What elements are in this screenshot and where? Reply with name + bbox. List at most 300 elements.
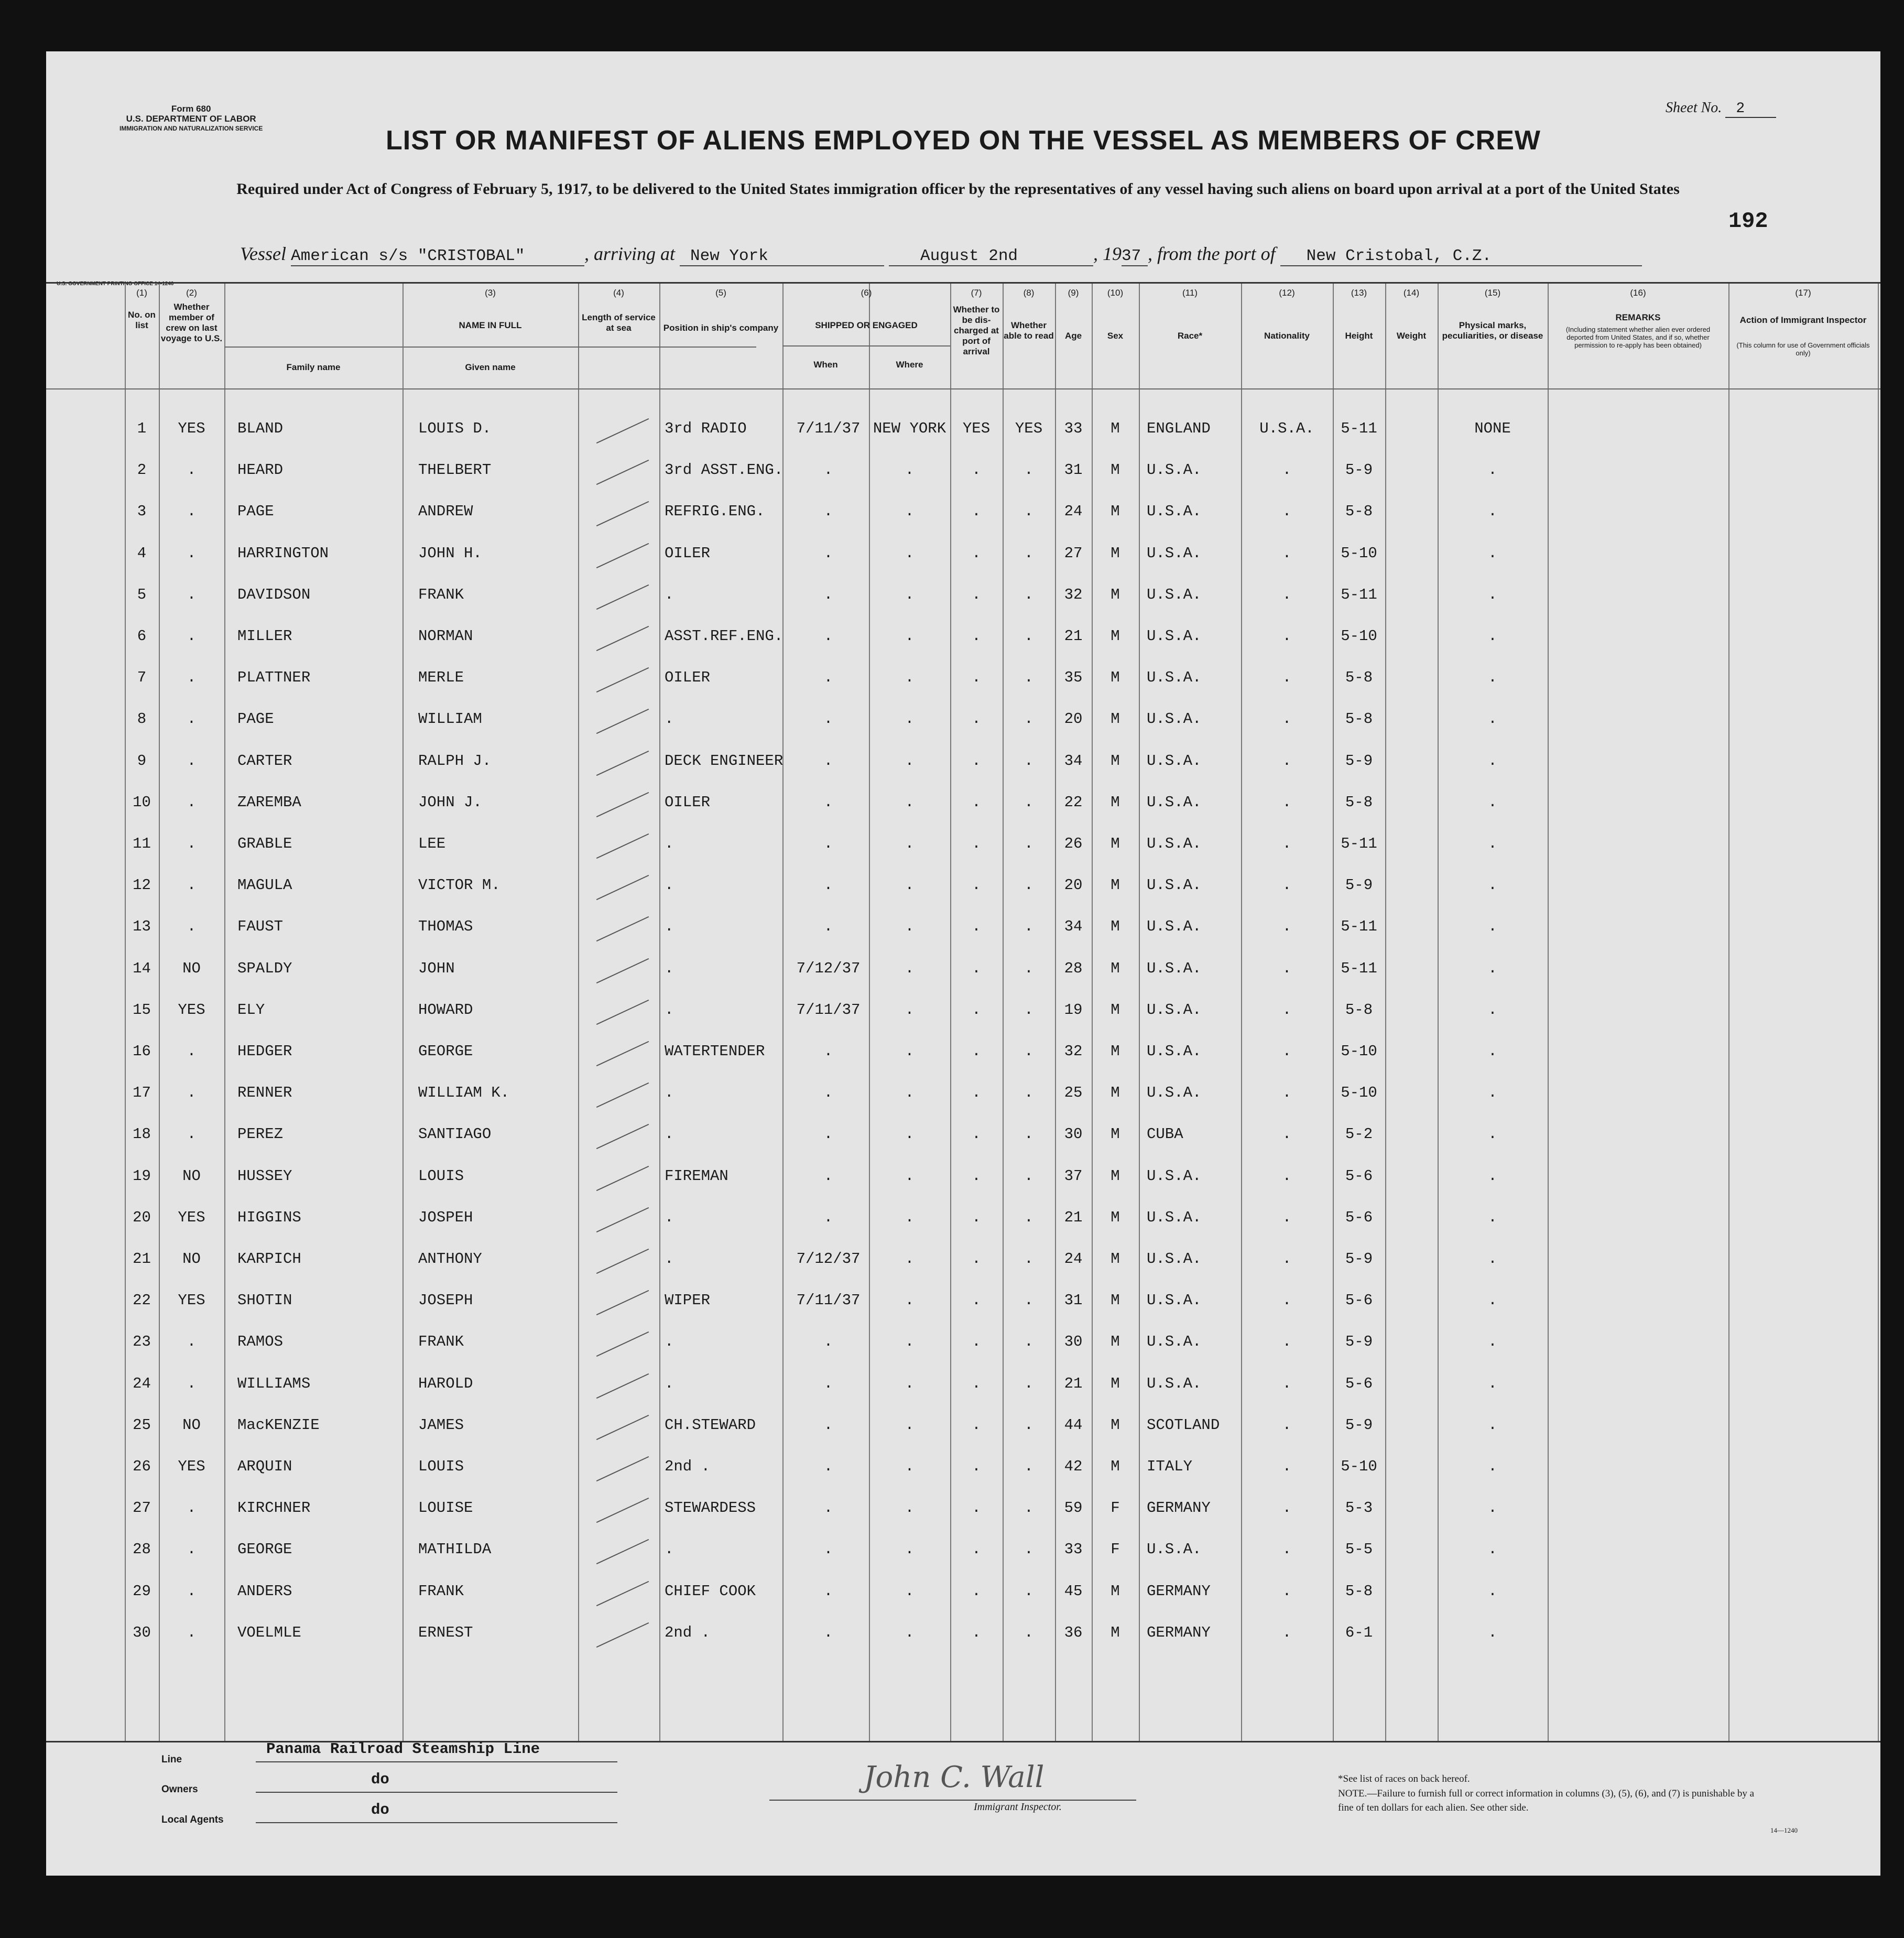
cell-family: GRABLE xyxy=(237,835,292,852)
cell-where: . xyxy=(905,876,915,894)
cell-marks: . xyxy=(1488,669,1497,687)
cell-race: ITALY xyxy=(1147,1458,1193,1475)
agents-value: do xyxy=(371,1801,389,1818)
cell-position: OILER xyxy=(665,544,711,562)
cell-family: RENNER xyxy=(237,1084,292,1102)
cell-prev: . xyxy=(187,669,197,687)
header-name-in-full: NAME IN FULL xyxy=(459,320,522,330)
cell-read: . xyxy=(1024,710,1033,728)
races-note: *See list of races on back hereof. xyxy=(1338,1773,1470,1784)
cell-prev: . xyxy=(187,627,197,645)
cell-no: 28 xyxy=(133,1541,151,1558)
penalty-note: NOTE.—Failure to furnish full or correct information in columns (3), (5), (6), and (7) is punishable by a fine of ten dollars for each alien. See other side. xyxy=(1338,1788,1755,1813)
cell-sex: M xyxy=(1111,461,1120,479)
cell-marks: . xyxy=(1488,1167,1497,1185)
cell-when: . xyxy=(823,1043,833,1060)
cell-age: 25 xyxy=(1064,1084,1083,1102)
cell-nat: . xyxy=(1282,669,1292,687)
vessel-label: Vessel xyxy=(240,243,286,264)
cell-prev: . xyxy=(187,710,197,728)
cell-read: . xyxy=(1024,1582,1033,1600)
cell-sex: M xyxy=(1111,544,1120,562)
cell-family: GEORGE xyxy=(237,1541,292,1558)
cell-where: . xyxy=(905,1001,915,1019)
cell-where: . xyxy=(905,1250,915,1268)
cell-no: 4 xyxy=(137,544,147,562)
cell-given: VICTOR M. xyxy=(418,876,501,894)
cell-age: 24 xyxy=(1064,1250,1083,1268)
cell-sex: M xyxy=(1111,1125,1120,1143)
service-check-mark xyxy=(596,1539,649,1564)
cell-disch: . xyxy=(972,876,981,894)
column-number: (17) xyxy=(1795,288,1811,298)
table-row xyxy=(46,1043,1880,1084)
cell-disch: . xyxy=(972,1541,981,1558)
cell-family: KIRCHNER xyxy=(237,1499,311,1517)
service-check-mark xyxy=(596,833,649,859)
cell-read: . xyxy=(1024,461,1033,479)
cell-age: 20 xyxy=(1064,710,1083,728)
cell-race: GERMANY xyxy=(1147,1499,1211,1517)
cell-nat: . xyxy=(1282,1416,1292,1434)
cell-age: 32 xyxy=(1064,586,1083,603)
cell-marks: . xyxy=(1488,1541,1497,1558)
cell-prev: . xyxy=(187,1582,197,1600)
cell-prev: NO xyxy=(182,1416,201,1434)
cell-marks: NONE xyxy=(1474,420,1511,437)
cell-marks: . xyxy=(1488,710,1497,728)
cell-nat: . xyxy=(1282,1043,1292,1060)
manifest-table xyxy=(46,282,1880,1742)
cell-read: . xyxy=(1024,835,1033,852)
cell-prev: YES xyxy=(178,420,205,437)
cell-when: . xyxy=(823,1458,833,1475)
service-check-mark xyxy=(596,543,649,568)
cell-where: . xyxy=(905,1623,915,1641)
cell-race: U.S.A. xyxy=(1147,1541,1202,1558)
cell-race: ENGLAND xyxy=(1147,420,1211,437)
cell-position: CH.STEWARD xyxy=(665,1416,756,1434)
cell-read: . xyxy=(1024,1416,1033,1434)
cell-disch: . xyxy=(972,461,981,479)
sheet-number xyxy=(1666,100,1776,117)
cell-read: . xyxy=(1024,959,1033,977)
cell-prev: . xyxy=(187,1084,197,1102)
cell-race: U.S.A. xyxy=(1147,627,1202,645)
cell-given: JOHN J. xyxy=(418,793,482,811)
departure-port: New Cristobal, C.Z. xyxy=(1280,247,1642,266)
cell-read: YES xyxy=(1015,420,1043,437)
cell-age: 36 xyxy=(1064,1623,1083,1641)
header-discharged: Whether to be dis-charged at port of arrival xyxy=(953,305,1000,356)
table-row xyxy=(46,1125,1880,1166)
cell-family: BLAND xyxy=(237,420,284,437)
cell-age: 21 xyxy=(1064,627,1083,645)
cell-height: 5-9 xyxy=(1345,461,1373,479)
cell-no: 19 xyxy=(133,1167,151,1185)
table-row xyxy=(46,503,1880,544)
cell-position: . xyxy=(665,1208,674,1226)
cell-when: . xyxy=(823,1125,833,1143)
cell-age: 30 xyxy=(1064,1125,1083,1143)
cell-family: PAGE xyxy=(237,503,274,521)
cell-where: . xyxy=(905,1416,915,1434)
cell-nat: . xyxy=(1282,1167,1292,1185)
header-race: Race* xyxy=(1177,331,1203,341)
cell-no: 17 xyxy=(133,1084,151,1102)
cell-where: . xyxy=(905,959,915,977)
cell-read: . xyxy=(1024,669,1033,687)
table-row xyxy=(46,1209,1880,1250)
cell-age: 42 xyxy=(1064,1458,1083,1475)
cell-nat: . xyxy=(1282,959,1292,977)
table-row xyxy=(46,1167,1880,1208)
cell-no: 27 xyxy=(133,1499,151,1517)
cell-family: MacKENZIE xyxy=(237,1416,320,1434)
cell-position: 2nd . xyxy=(665,1623,711,1641)
service-check-mark xyxy=(596,792,649,817)
cell-read: . xyxy=(1024,627,1033,645)
cell-prev: NO xyxy=(182,959,201,977)
cell-race: U.S.A. xyxy=(1147,1208,1202,1226)
table-row xyxy=(46,918,1880,959)
cell-sex: M xyxy=(1111,627,1120,645)
cell-height: 5-9 xyxy=(1345,876,1373,894)
header-remarks: REMARKS xyxy=(1615,312,1661,322)
cell-no: 5 xyxy=(137,586,147,603)
table-row xyxy=(46,835,1880,876)
service-check-mark xyxy=(596,1498,649,1523)
cell-prev: . xyxy=(187,1499,197,1517)
cell-height: 5-8 xyxy=(1345,1582,1373,1600)
cell-where: . xyxy=(905,1084,915,1102)
cell-age: 44 xyxy=(1064,1416,1083,1434)
cell-when: . xyxy=(823,586,833,603)
cell-marks: . xyxy=(1488,793,1497,811)
service-check-mark xyxy=(596,460,649,485)
table-row xyxy=(46,1416,1880,1457)
cell-given: NORMAN xyxy=(418,627,473,645)
cell-marks: . xyxy=(1488,627,1497,645)
service-check-mark xyxy=(596,1580,649,1606)
cell-sex: M xyxy=(1111,1250,1120,1268)
cell-disch: . xyxy=(972,959,981,977)
cell-position: . xyxy=(665,1001,674,1019)
cell-prev: . xyxy=(187,835,197,852)
cell-read: . xyxy=(1024,1125,1033,1143)
cell-position: CHIEF COOK xyxy=(665,1582,756,1600)
cell-family: ANDERS xyxy=(237,1582,292,1600)
cell-where: . xyxy=(905,1043,915,1060)
header-able-to-read: Whether able to read xyxy=(1004,320,1054,341)
cell-position: . xyxy=(665,586,674,603)
cell-prev: . xyxy=(187,586,197,603)
service-check-mark xyxy=(596,584,649,610)
cell-position: . xyxy=(665,710,674,728)
cell-given: JOSEPH xyxy=(418,1292,473,1309)
column-number: (1) xyxy=(136,288,147,298)
cell-when: . xyxy=(823,752,833,770)
cell-age: 27 xyxy=(1064,544,1083,562)
column-number: (4) xyxy=(613,288,624,298)
header-remarks-note: (Including statement whether alien ever ordered deported from United States, and if so, whether permission to re-apply has been obtained) xyxy=(1565,326,1711,349)
cell-where: . xyxy=(905,1292,915,1309)
cell-where: . xyxy=(905,1208,915,1226)
service-check-mark xyxy=(596,1622,649,1648)
service-check-mark xyxy=(596,1331,649,1357)
cell-marks: . xyxy=(1488,1374,1497,1392)
cell-family: DAVIDSON xyxy=(237,586,311,603)
cell-sex: M xyxy=(1111,1333,1120,1351)
cell-family: PAGE xyxy=(237,710,274,728)
service-check-mark xyxy=(596,626,649,651)
cell-when: . xyxy=(823,503,833,521)
cell-race: U.S.A. xyxy=(1147,1333,1202,1351)
cell-race: U.S.A. xyxy=(1147,1043,1202,1060)
cell-where: . xyxy=(905,1458,915,1475)
cell-disch: . xyxy=(972,835,981,852)
cell-no: 3 xyxy=(137,503,147,521)
cell-age: 33 xyxy=(1064,1541,1083,1558)
cell-height: 5-6 xyxy=(1345,1208,1373,1226)
cell-no: 11 xyxy=(133,835,151,852)
column-number: (10) xyxy=(1107,288,1124,298)
cell-age: 22 xyxy=(1064,793,1083,811)
cell-nat: . xyxy=(1282,1333,1292,1351)
cell-given: MERLE xyxy=(418,669,464,687)
cell-disch: . xyxy=(972,918,981,936)
cell-marks: . xyxy=(1488,876,1497,894)
cell-marks: . xyxy=(1488,461,1497,479)
cell-given: MATHILDA xyxy=(418,1541,492,1558)
service-check-mark xyxy=(596,1290,649,1315)
table-row xyxy=(46,1375,1880,1416)
cell-read: . xyxy=(1024,1374,1033,1392)
cell-no: 15 xyxy=(133,1001,151,1019)
cell-age: 31 xyxy=(1064,1292,1083,1309)
cell-sex: F xyxy=(1111,1499,1120,1517)
cell-read: . xyxy=(1024,586,1033,603)
cell-race: U.S.A. xyxy=(1147,710,1202,728)
cell-age: 21 xyxy=(1064,1208,1083,1226)
cell-race: U.S.A. xyxy=(1147,876,1202,894)
cell-sex: M xyxy=(1111,669,1120,687)
cell-age: 34 xyxy=(1064,918,1083,936)
table-row xyxy=(46,669,1880,710)
column-number: (7) xyxy=(971,288,982,298)
cell-position: WATERTENDER xyxy=(665,1043,765,1060)
header-height: Height xyxy=(1345,331,1373,341)
header-age: Age xyxy=(1064,331,1082,341)
cell-given: JOHN xyxy=(418,959,455,977)
cell-sex: M xyxy=(1111,1292,1120,1309)
cell-disch: . xyxy=(972,1084,981,1102)
cell-race: SCOTLAND xyxy=(1147,1416,1220,1434)
cell-height: 5-10 xyxy=(1341,1084,1377,1102)
service-check-mark xyxy=(596,916,649,941)
cell-family: FAUST xyxy=(237,918,284,936)
cell-given: JOSPEH xyxy=(418,1208,473,1226)
cell-read: . xyxy=(1024,1208,1033,1226)
column-number: (15) xyxy=(1484,288,1501,298)
service-check-mark xyxy=(596,1249,649,1274)
table-row xyxy=(46,545,1880,586)
table-row xyxy=(46,1458,1880,1499)
cell-where: . xyxy=(905,1374,915,1392)
cell-age: 30 xyxy=(1064,1333,1083,1351)
cell-where: . xyxy=(905,544,915,562)
arriving-label: , arriving at xyxy=(584,243,675,264)
cell-sex: M xyxy=(1111,1167,1120,1185)
cell-sex: M xyxy=(1111,1416,1120,1434)
cell-nat: . xyxy=(1282,876,1292,894)
cell-prev: . xyxy=(187,1374,197,1392)
cell-sex: M xyxy=(1111,1001,1120,1019)
cell-when: . xyxy=(823,835,833,852)
cell-where: . xyxy=(905,1541,915,1558)
cell-disch: . xyxy=(972,503,981,521)
service-check-mark xyxy=(596,750,649,775)
cell-height: 5-11 xyxy=(1341,959,1377,977)
column-number: (3) xyxy=(485,288,496,298)
cell-read: . xyxy=(1024,752,1033,770)
cell-marks: . xyxy=(1488,503,1497,521)
cell-when: . xyxy=(823,1623,833,1641)
cell-position: OILER xyxy=(665,669,711,687)
cell-height: 5-9 xyxy=(1345,1416,1373,1434)
cell-age: 31 xyxy=(1064,461,1083,479)
cell-prev: . xyxy=(187,544,197,562)
service-check-mark xyxy=(596,1373,649,1398)
cell-no: 20 xyxy=(133,1208,151,1226)
cell-position: . xyxy=(665,876,674,894)
agents-label: Local Agents xyxy=(161,1814,224,1825)
cell-when: 7/11/37 xyxy=(796,420,861,437)
cell-family: SHOTIN xyxy=(237,1292,292,1309)
cell-family: KARPICH xyxy=(237,1250,301,1268)
cell-nat: . xyxy=(1282,1374,1292,1392)
cell-when: 7/11/37 xyxy=(796,1292,861,1309)
cell-where: NEW YORK xyxy=(873,420,946,437)
arrival-year: 37 xyxy=(1122,247,1148,266)
table-row xyxy=(46,794,1880,835)
inspector-signature: John C. Wall xyxy=(864,1760,1045,1794)
cell-position: . xyxy=(665,1374,674,1392)
from-label: , from the port of xyxy=(1148,243,1276,264)
cell-height: 5-9 xyxy=(1345,1333,1373,1351)
cell-prev: . xyxy=(187,1333,197,1351)
header-nationality: Nationality xyxy=(1264,331,1310,341)
cell-read: . xyxy=(1024,876,1033,894)
cell-given: ANDREW xyxy=(418,503,473,521)
cell-nat: . xyxy=(1282,1208,1292,1226)
cell-prev: . xyxy=(187,752,197,770)
cell-height: 5-8 xyxy=(1345,1001,1373,1019)
service-check-mark xyxy=(596,1415,649,1440)
cell-prev: YES xyxy=(178,1001,205,1019)
cell-nat: . xyxy=(1282,1623,1292,1641)
cell-disch: . xyxy=(972,544,981,562)
cell-disch: . xyxy=(972,1167,981,1185)
cell-read: . xyxy=(1024,1292,1033,1309)
cell-height: 5-8 xyxy=(1345,793,1373,811)
cell-age: 33 xyxy=(1064,420,1083,437)
cell-prev: YES xyxy=(178,1208,205,1226)
cell-when: . xyxy=(823,1499,833,1517)
cell-family: ELY xyxy=(237,1001,265,1019)
cell-height: 5-6 xyxy=(1345,1374,1373,1392)
cell-nat: . xyxy=(1282,835,1292,852)
cell-where: . xyxy=(905,586,915,603)
cell-height: 5-2 xyxy=(1345,1125,1373,1143)
cell-age: 35 xyxy=(1064,669,1083,687)
cell-position: FIREMAN xyxy=(665,1167,728,1185)
cell-disch: . xyxy=(972,1125,981,1143)
cell-no: 1 xyxy=(137,420,147,437)
vessel-name: American s/s "CRISTOBAL" xyxy=(291,247,584,266)
cell-given: THELBERT xyxy=(418,461,492,479)
line-label: Line xyxy=(161,1754,182,1765)
cell-no: 9 xyxy=(137,752,147,770)
cell-family: SPALDY xyxy=(237,959,292,977)
cell-nat: . xyxy=(1282,710,1292,728)
table-row xyxy=(46,752,1880,793)
cell-disch: . xyxy=(972,1623,981,1641)
cell-when: . xyxy=(823,1541,833,1558)
cell-no: 29 xyxy=(133,1582,151,1600)
service-check-mark xyxy=(596,667,649,692)
cell-when: 7/11/37 xyxy=(796,1001,861,1019)
cell-height: 5-8 xyxy=(1345,669,1373,687)
table-row xyxy=(46,1001,1880,1042)
cell-prev: . xyxy=(187,1541,197,1558)
cell-position: 3rd ASST.ENG. xyxy=(665,461,784,479)
cell-disch: . xyxy=(972,1333,981,1351)
header-where: Where xyxy=(896,360,923,370)
cell-prev: . xyxy=(187,1125,197,1143)
cell-family: ARQUIN xyxy=(237,1458,292,1475)
cell-race: U.S.A. xyxy=(1147,793,1202,811)
cell-race: U.S.A. xyxy=(1147,503,1202,521)
cell-nat: . xyxy=(1282,627,1292,645)
header-given-name: Given name xyxy=(465,362,516,372)
cell-prev: NO xyxy=(182,1167,201,1185)
arrival-port: New York xyxy=(680,247,884,266)
table-row xyxy=(46,420,1880,461)
cell-height: 5-10 xyxy=(1341,627,1377,645)
cell-sex: M xyxy=(1111,793,1120,811)
cell-height: 5-8 xyxy=(1345,503,1373,521)
cell-prev: YES xyxy=(178,1458,205,1475)
cell-family: PEREZ xyxy=(237,1125,284,1143)
cell-sex: M xyxy=(1111,1623,1120,1641)
cell-race: U.S.A. xyxy=(1147,959,1202,977)
cell-height: 5-11 xyxy=(1341,420,1377,437)
service-check-mark xyxy=(596,958,649,983)
cell-marks: . xyxy=(1488,835,1497,852)
line-value: Panama Railroad Steamship Line xyxy=(266,1740,540,1758)
cell-height: 5-11 xyxy=(1341,586,1377,603)
cell-when: 7/12/37 xyxy=(796,1250,861,1268)
cell-height: 5-3 xyxy=(1345,1499,1373,1517)
column-number: (5) xyxy=(715,288,726,298)
department-name: U.S. DEPARTMENT OF LABOR xyxy=(126,114,256,124)
service-check-mark xyxy=(596,875,649,900)
cell-nat: . xyxy=(1282,1458,1292,1475)
cell-where: . xyxy=(905,793,915,811)
cell-height: 5-9 xyxy=(1345,752,1373,770)
cell-prev: . xyxy=(187,1623,197,1641)
